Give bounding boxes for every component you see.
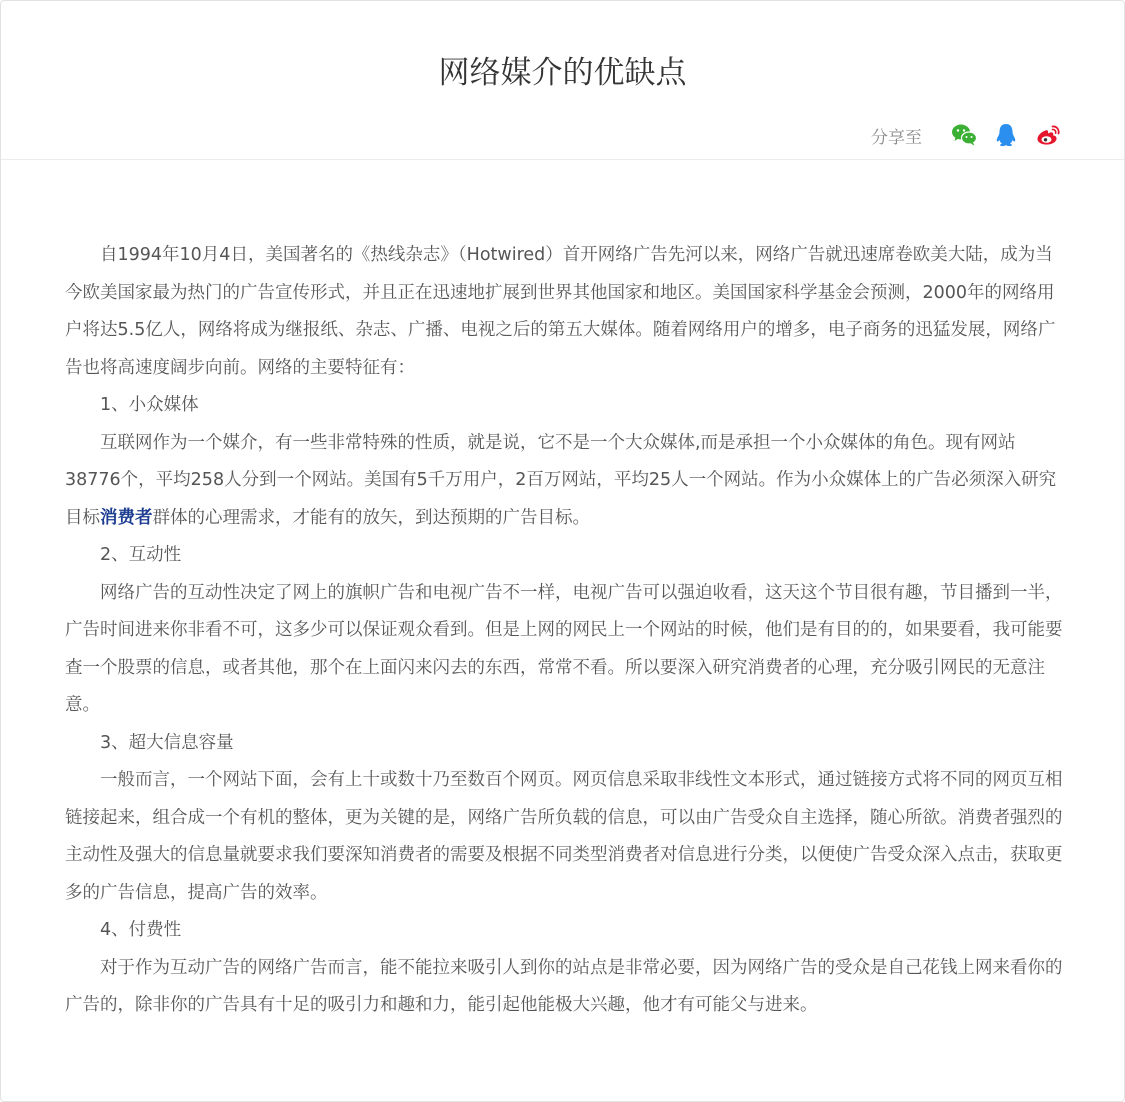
section-heading-1: 1、小众媒体 bbox=[100, 395, 199, 415]
paragraph-text: 群体的心理需求，才能有的放矢，到达预期的广告目标。 bbox=[152, 507, 590, 528]
share-bar bbox=[871, 120, 1062, 150]
section-paragraph-2: 网络广告的互动性决定了网上的旗帜广告和电视广告不一样，电视广告可以强迫收看，这天这个节目很有趣，节目播到一半，广告时间进来你非看不可，这多少可以保证观众看到。但是上网的网民上一个网站的时候，他们是有目的的，如果要看，我可能要查一个股票的信息，或者其他，那个在上面闪来闪去的东西，常常不看。所以要深入研究消费者的心理，充分吸引网民的无意注意。 bbox=[65, 582, 1063, 715]
article-header bbox=[1, 1, 1124, 160]
section-paragraph-3: 一般而言，一个网站下面，会有上十或数十乃至数百个网页。网页信息采取非线性文本形式，通过链接方式将不同的网页互相链接起来，组合成一个有机的整体，更为关键的是，网络广告所负载的信息，可以由广告受众自主选择，随心所欲。消费者强烈的主动性及强大的信息量就要求我们要深知消费者的需要及根据不同类型消费者对信息进行分类，以便使广告受众深入点击，获取更多的广告信息，提高广告的效率。 bbox=[65, 770, 1063, 903]
weibo-icon[interactable] bbox=[1034, 121, 1062, 149]
section-heading-2: 2、互动性 bbox=[100, 545, 182, 565]
section-heading-4: 4、付费性 bbox=[100, 920, 182, 940]
share-label: 分享至 bbox=[871, 127, 922, 148]
qq-icon[interactable] bbox=[992, 121, 1020, 149]
section-heading-3: 3、超大信息容量 bbox=[100, 732, 234, 753]
paragraph-text: 互联网作为一个媒介，有一些非常特殊的性质，就是说，它不是一个大众媒体,而是承担一个小众媒体的角色。现有网站38776个，平均258人分到一个网站。美国有5千万用户，2百万网站，平均25人一个网站。作为小众媒体上的广告必须深入研究目标 bbox=[65, 432, 1057, 528]
consumer-link[interactable]: 消费者 bbox=[100, 507, 153, 528]
section-paragraph-1 bbox=[65, 425, 1065, 538]
article-body bbox=[65, 237, 1065, 1025]
page-title: 网络媒介的优缺点 bbox=[438, 55, 687, 91]
wechat-icon[interactable] bbox=[950, 121, 978, 149]
intro-paragraph: 自1994年10月4日，美国著名的《热线杂志》（Hotwired）首开网络广告先河以来，网络广告就迅速席卷欧美大陆，成为当今欧美国家最为热门的广告宣传形式，并且正在迅速地扩展到世界其他国家和地区。美国国家科学基金会预测，2000年的网络用户将达5.5亿人，网络将成为继报纸、杂志、广播、电视之后的第五大媒体。随着网络用户的增多，电子商务的迅猛发展，网络广告也将高速度阔步向前。网络的主要特征有： bbox=[65, 245, 1056, 378]
section-paragraph-4: 对于作为互动广告的网络广告而言，能不能拉来吸引人到你的站点是非常必要，因为网络广告的受众是自己花钱上网来看你的广告的，除非你的广告具有十足的吸引力和趣和力，能引起他能极大兴趣，他才有可能父与进来。 bbox=[65, 957, 1063, 1015]
